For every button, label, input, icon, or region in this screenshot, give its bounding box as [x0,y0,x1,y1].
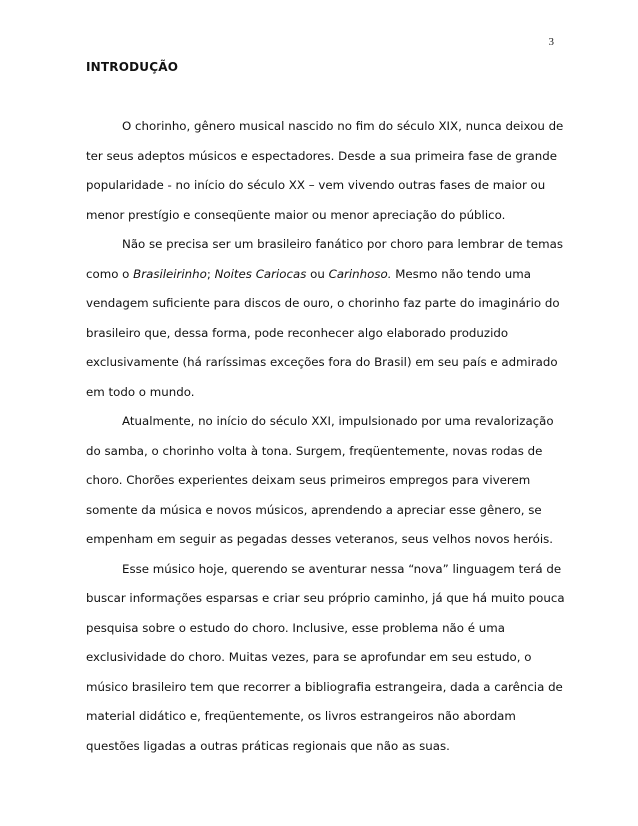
text-line [86,525,552,555]
text-segment: questões ligadas a outras práticas regionais que não as suas. [86,738,450,753]
text-segment: menor prestígio e conseqüente maior ou menor apreciação do público. [86,207,506,222]
text-line [86,496,552,526]
text-line [86,112,564,142]
text-segment: do samba, o chorinho volta à tona. Surgem, freqüentemente, novas rodas de [86,443,543,458]
text-segment: ; [206,266,215,281]
text-line [86,643,552,673]
text-segment: exclusividade do choro. Muitas vezes, para se aprofundar em seu estudo, o [86,650,532,664]
text-segment: choro. Chorões experientes deixam seus primeiros empregos para viverem [86,473,531,487]
text-line [86,260,552,290]
text-segment: somente da música e novos músicos, aprendendo a apreciar esse gênero, se [86,502,542,517]
text-line [86,319,552,349]
text-line [86,171,552,201]
text-line [86,348,558,378]
text-line [86,437,552,467]
text-segment: Esse músico hoje, querendo se aventurar nessa “nova” linguagem terá de [122,561,562,576]
section-heading: INTRODUÇÃO [86,60,179,74]
text-segment: brasileiro que, dessa forma, pode reconhecer algo elaborado produzido [86,325,509,340]
text-segment: empenham em seguir as pegadas desses veteranos, seus velhos novos heróis. [86,532,553,546]
italic-title: Brasileirinho [133,266,207,281]
text-segment: ter seus adeptos músicos e espectadores. Desde a sua primeira fase de grande [86,148,558,163]
text-segment: vendagem suficiente para discos de ouro, o chorinho faz parte do imaginário do [86,296,560,310]
text-line [86,584,565,614]
text-line [86,378,552,408]
text-segment: buscar informações esparsas e criar seu próprio caminho, já que há muito pouca [86,591,565,605]
text-segment: músico brasileiro tem que recorrer a bibliografia estrangeira, dada a carência de [86,679,563,694]
text-line [86,702,552,732]
text-segment: Atualmente, no início do século XXI, impulsionado por uma revalorização [122,414,554,428]
text-segment: ou [306,266,329,281]
text-line [86,142,558,172]
text-segment: pesquisa sobre o estudo do choro. Inclusive, esse problema não é uma [86,620,505,635]
text-segment: Mesmo não tendo uma [391,266,531,281]
text-segment: Não se precisa ser um brasileiro fanático por choro para lembrar de temas [122,237,563,251]
text-line [86,466,552,496]
text-line [86,201,552,231]
text-segment: O chorinho, gênero musical nascido no fim do século XIX, nunca deixou de [122,119,564,133]
text-segment: material didático e, freqüentemente, os livros estrangeiros não abordam [86,709,516,723]
text-line [86,673,563,703]
italic-title: Noites Cariocas [214,266,307,281]
text-segment: como o [86,266,134,281]
text-segment: popularidade - no início do século XX – vem vivendo outras fases de maior ou [86,178,546,192]
text-line [86,230,563,260]
text-line [86,407,552,437]
text-line [86,289,560,319]
text-line [86,732,552,762]
text-segment: em todo o mundo. [86,384,195,399]
body-text [86,112,565,761]
text-line [86,614,552,644]
text-segment: exclusivamente (há raríssimas exceções fora do Brasil) em seu país e admirado [86,355,558,369]
page-number: 3 [548,36,554,48]
italic-title: Carinhoso. [328,266,392,281]
text-line [86,555,562,585]
